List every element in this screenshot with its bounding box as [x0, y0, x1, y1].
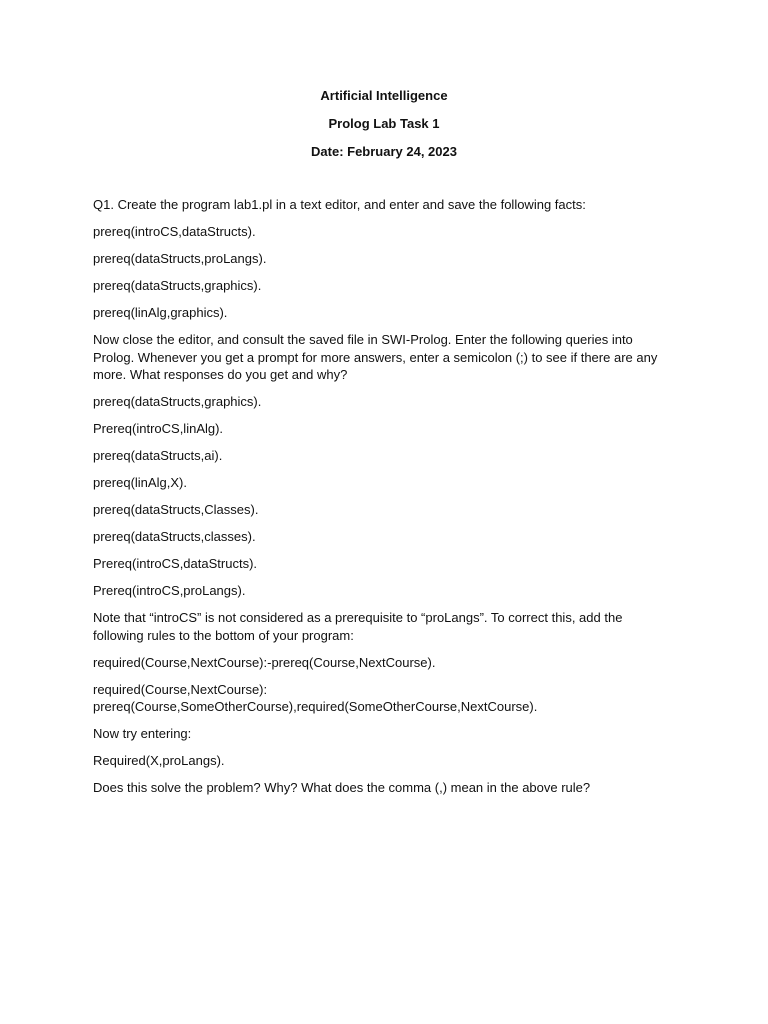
try-entering: Now try entering:	[93, 726, 192, 741]
fact-2: prereq(dataStructs,proLangs).	[93, 251, 267, 266]
query-1: prereq(dataStructs,graphics).	[93, 394, 262, 409]
task-title: Prolog Lab Task 1	[328, 116, 440, 131]
task-date: Date: February 24, 2023	[311, 144, 457, 159]
query-2: Prereq(introCS,linAlg).	[93, 421, 224, 436]
fact-3: prereq(dataStructs,graphics).	[93, 278, 262, 293]
rule-2-head: required(Course,NextCourse):	[93, 681, 268, 697]
course-title: Artificial Intelligence	[320, 88, 448, 103]
rule-1: required(Course,NextCourse):-prereq(Course,NextCourse).	[93, 654, 436, 670]
fact-1: prereq(introCS,dataStructs).	[93, 224, 256, 239]
final-question: Does this solve the problem? Why? What does the comma (,) mean in the above rule?	[93, 780, 591, 795]
rule-2	[93, 681, 673, 716]
query-4: prereq(linAlg,X).	[93, 475, 187, 490]
query-8: Prereq(introCS,proLangs).	[93, 583, 246, 598]
q1-intro: Q1. Create the program lab1.pl in a text editor, and enter and save the following facts:	[93, 197, 586, 212]
fact-4: prereq(linAlg,graphics).	[93, 305, 228, 320]
note-paragraph: Note that “introCS” is not considered as a prerequisite to “proLangs”. To correct this, add the following rules to the bottom of your program:	[93, 610, 623, 643]
query-7: Prereq(introCS,dataStructs).	[93, 556, 258, 571]
rule-2-body: prereq(Course,SomeOtherCourse),required(SomeOtherCourse,NextCourse).	[93, 699, 538, 714]
query-3: prereq(dataStructs,ai).	[93, 448, 223, 463]
instructions-paragraph: Now close the editor, and consult the saved file in SWI-Prolog. Enter the following queries into Prolog. Whenever you get a prompt for more answers, enter a semicolon (;) to see if there are any more. What responses do you get and why?	[93, 332, 658, 382]
try-query: Required(X,proLangs).	[93, 753, 225, 768]
document-body	[93, 196, 673, 806]
query-5: prereq(dataStructs,Classes).	[93, 502, 259, 517]
query-6: prereq(dataStructs,classes).	[93, 529, 256, 544]
